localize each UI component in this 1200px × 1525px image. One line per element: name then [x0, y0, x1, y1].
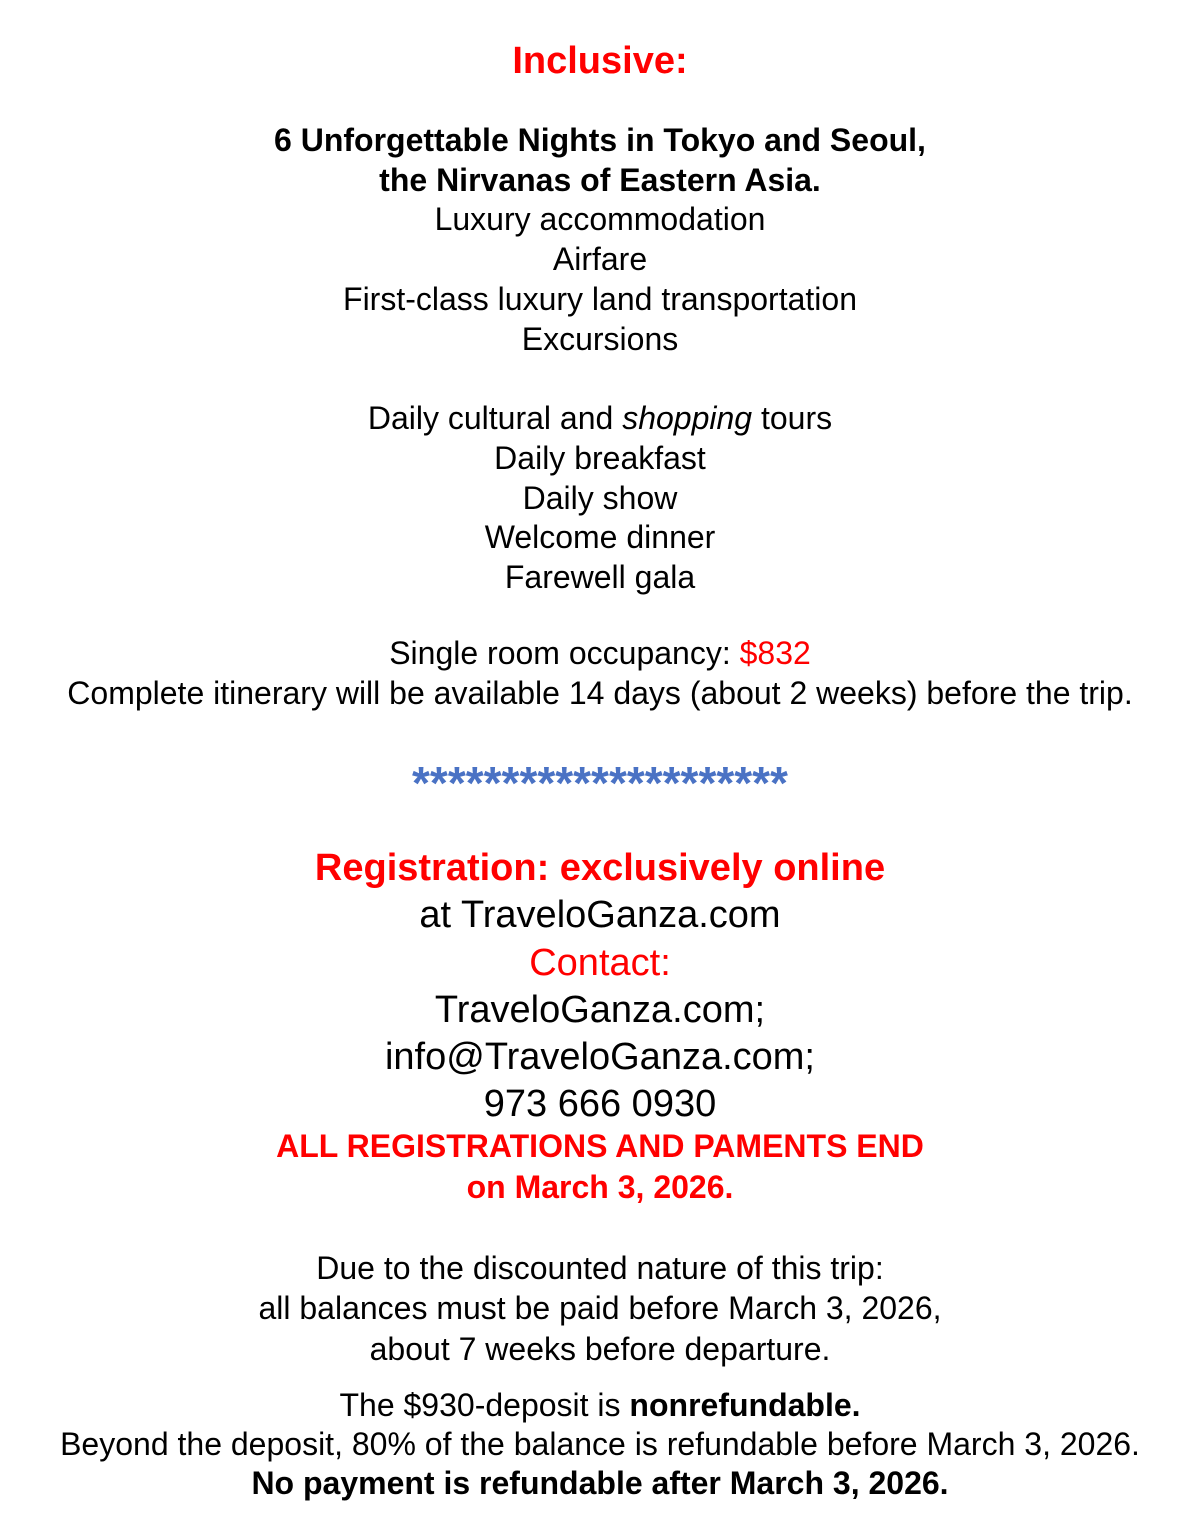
price-value: $832	[739, 635, 811, 671]
price-label: Single room occupancy:	[389, 635, 740, 671]
trip-title-line1: 6 Unforgettable Nights in Tokyo and Seoul,	[274, 122, 926, 158]
contact-phone: 973 666 0930	[483, 1083, 717, 1125]
inclusion-item: Excursions	[521, 321, 679, 357]
refund-line: Beyond the deposit, 80% of the balance is refundable before March 3, 2026.	[60, 1426, 1140, 1462]
deadline-line2: on March 3, 2026.	[466, 1169, 734, 1205]
terms-line: all balances must be paid before March 3, 2026,	[258, 1290, 942, 1326]
inclusion-item: Welcome dinner	[484, 519, 716, 555]
registration-heading: Registration: exclusively online	[314, 847, 886, 889]
daily-tours-emphasis: shopping	[622, 400, 753, 436]
itinerary-note: Complete itinerary will be available 14 days (about 2 weeks) before the trip.	[67, 675, 1133, 711]
inclusion-item: First-class luxury land transportation	[343, 281, 857, 317]
deposit-line	[0, 1389, 1200, 1421]
inclusion-item: Farewell gala	[504, 559, 696, 595]
daily-tours-line	[0, 402, 1200, 434]
daily-tours-prefix: Daily cultural and	[367, 400, 623, 436]
final-refund-line: No payment is refundable after March 3, 2026.	[251, 1465, 949, 1501]
deadline-line1: ALL REGISTRATIONS AND PAMENTS END	[276, 1128, 924, 1164]
inclusion-item: Daily breakfast	[494, 440, 706, 476]
inclusive-heading: Inclusive:	[512, 40, 688, 82]
deposit-emphasis: nonrefundable.	[629, 1387, 861, 1423]
inclusion-item: Airfare	[552, 241, 648, 277]
terms-line: about 7 weeks before departure.	[369, 1331, 831, 1367]
trip-title-line2: the Nirvanas of Eastern Asia.	[379, 162, 821, 198]
terms-line: Due to the discounted nature of this trip:	[316, 1250, 884, 1286]
inclusion-item: Daily show	[522, 480, 678, 516]
contact-email: info@TraveloGanza.com;	[384, 1036, 815, 1078]
daily-tours-suffix: tours	[752, 400, 833, 436]
registration-site: at TraveloGanza.com	[419, 894, 781, 936]
deposit-prefix: The $930-deposit is	[339, 1387, 630, 1423]
inclusion-item: Luxury accommodation	[434, 201, 766, 237]
separator-stars: *********************	[412, 757, 788, 809]
price-line	[0, 637, 1200, 669]
contact-heading: Contact:	[529, 942, 671, 984]
contact-site: TraveloGanza.com;	[434, 989, 766, 1031]
